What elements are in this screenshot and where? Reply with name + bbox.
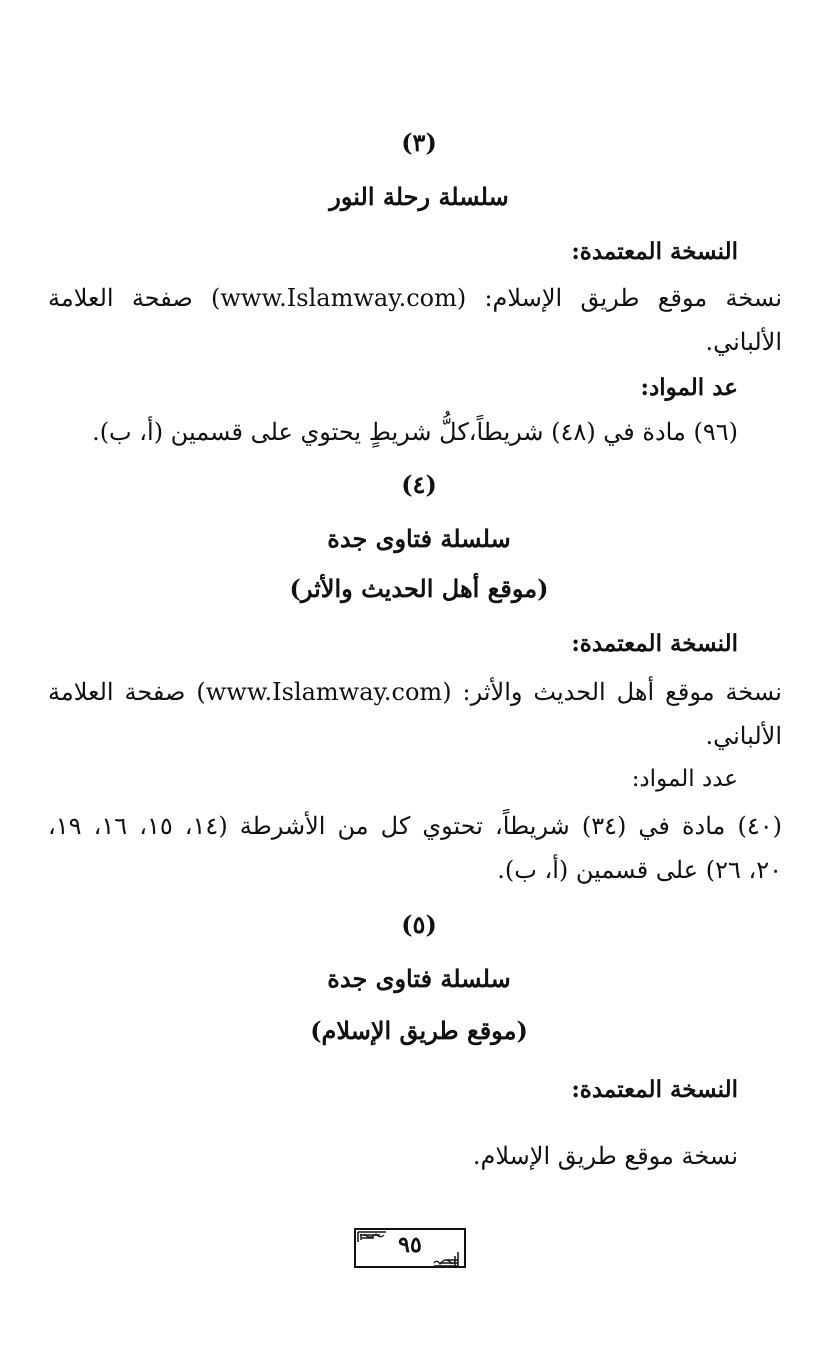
section-3-source-line-2: الألباني. [705,328,782,356]
section-3-title: سلسلة رحلة النور [329,182,509,211]
section-3-count-line-1: (٩٦) مادة في (٤٨) شريطاً،كلُّ شريطٍ يحتوي على قسمين (أ، ب). [92,418,738,446]
section-5-number: (٥) [401,910,437,939]
section-3-source-label: النسخة المعتمدة: [571,238,738,265]
section-4-subtitle: (موقع أهل الحديث والأثر) [289,574,549,603]
section-4-count-line-2: ٢٠، ٢٦) على قسمين (أ، ب). [497,856,782,884]
section-3-number: (٣) [401,128,437,157]
section-3-source-line-1: نسخة موقع طريق الإسلام: (www.Islamway.com) صفحة العلامة [48,284,782,312]
page-number-frame [354,1228,466,1270]
section-4-number: (٤) [401,470,437,499]
section-4-title: سلسلة فتاوى جدة [327,524,511,553]
section-5-title: سلسلة فتاوى جدة [327,964,511,993]
section-4-count-label: عدد المواد: [631,766,738,792]
section-4-source-label: النسخة المعتمدة: [571,630,738,657]
section-4-count-line-1: (٤٠) مادة في (٣٤) شريطاً، تحتوي كل من الأشرطة (١٤، ١٥، ١٦، ١٩، [48,812,782,840]
section-5-source-line-1: نسخة موقع طريق الإسلام. [472,1142,738,1170]
section-4-source-line-2: الألباني. [705,722,782,750]
section-5-subtitle: (موقع طريق الإسلام) [310,1016,528,1045]
section-5-source-label: النسخة المعتمدة: [571,1076,738,1103]
section-4-source-line-1: نسخة موقع أهل الحديث والأثر: (www.Islamway.com) صفحة العلامة [48,678,782,706]
section-3-count-label: عد المواد: [640,374,738,401]
page-number: ٩٥ [398,1232,422,1258]
